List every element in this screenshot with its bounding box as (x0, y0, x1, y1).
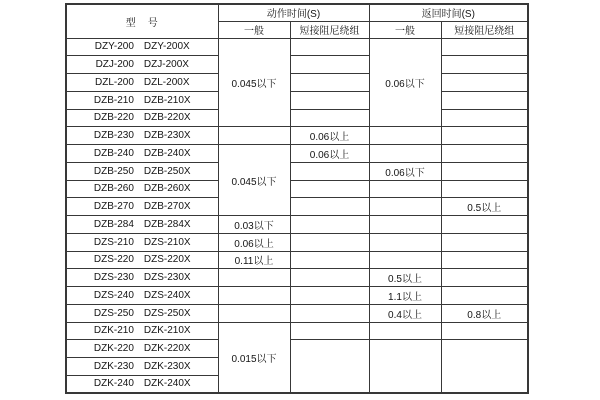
relay-spec-table (65, 3, 529, 394)
return-damping-cell (441, 287, 528, 305)
header-return-time: 返回时间(S) (369, 4, 528, 21)
return-general-cell: 0.06以下 (369, 38, 441, 127)
action-damping-cell (290, 287, 369, 305)
header-action-time: 动作时间(S) (218, 4, 369, 21)
model-name-x: DZS-220X (143, 254, 191, 266)
model-cell (66, 251, 218, 269)
header-row-1 (66, 4, 528, 21)
header-action-damping: 短接阻尼绕组 (290, 21, 369, 38)
return-damping-cell: 0.8以上 (441, 304, 528, 322)
model-name: DZB-230 (93, 130, 134, 142)
table-row (66, 198, 528, 216)
table-row (66, 251, 528, 269)
return-damping-cell (441, 145, 528, 163)
action-damping-cell (290, 56, 369, 74)
action-damping-cell (290, 251, 369, 269)
model-name-x: DZL-200X (143, 76, 190, 88)
return-general-cell: 0.06以下 (369, 162, 441, 180)
model-name: DZK-230 (93, 360, 134, 372)
table-row (66, 287, 528, 305)
return-damping-cell (441, 38, 528, 56)
return-general-cell (369, 322, 441, 340)
action-damping-cell (290, 269, 369, 287)
action-general-cell: 0.045以下 (218, 38, 290, 127)
model-name: DZS-210 (93, 236, 134, 248)
return-general-cell: 1.1以上 (369, 287, 441, 305)
model-name: DZK-240 (93, 378, 134, 390)
model-cell (66, 56, 218, 74)
model-name: DZS-230 (93, 272, 134, 284)
model-name-x: DZB-270X (143, 201, 191, 213)
model-name-x: DZY-200X (143, 41, 190, 53)
model-name-x: DZS-230X (143, 272, 191, 284)
model-name: DZB-240 (93, 147, 134, 159)
action-damping-cell (290, 304, 369, 322)
model-name: DZK-210 (93, 325, 134, 337)
model-cell (66, 322, 218, 340)
action-general-cell: 0.015以下 (218, 322, 290, 393)
action-damping-cell (290, 162, 369, 180)
table-row (66, 269, 528, 287)
header-action-general: 一般 (218, 21, 290, 38)
return-general-cell: 0.5以上 (369, 269, 441, 287)
action-general-cell (218, 304, 290, 322)
return-general-cell (369, 233, 441, 251)
action-damping-cell (290, 74, 369, 92)
table-row (66, 38, 528, 56)
return-general-cell (369, 198, 441, 216)
model-name: DZB-270 (93, 201, 134, 213)
action-damping-cell: 0.06以上 (290, 127, 369, 145)
model-name-x: DZB-260X (143, 183, 191, 195)
table-row (66, 127, 528, 145)
model-cell (66, 269, 218, 287)
return-general-cell: 0.4以上 (369, 304, 441, 322)
model-name-x: DZK-230X (143, 360, 191, 372)
model-cell (66, 233, 218, 251)
model-name-x: DZJ-200X (143, 59, 189, 71)
action-damping-cell (290, 233, 369, 251)
table-row (66, 340, 528, 358)
model-name-x: DZB-230X (143, 130, 191, 142)
action-general-cell: 0.11以上 (218, 251, 290, 269)
model-cell (66, 180, 218, 198)
return-general-cell (369, 251, 441, 269)
model-name-x: DZB-284X (143, 218, 191, 230)
model-name: DZS-250 (93, 307, 134, 319)
return-damping-cell: 0.5以上 (441, 198, 528, 216)
model-name-x: DZB-220X (143, 112, 191, 124)
model-cell (66, 91, 218, 109)
return-damping-cell (441, 233, 528, 251)
return-general-cell (369, 216, 441, 234)
model-cell (66, 198, 218, 216)
model-name-x: DZK-210X (143, 325, 191, 337)
model-cell (66, 162, 218, 180)
model-cell (66, 74, 218, 92)
action-general-cell (218, 269, 290, 287)
return-damping-cell (441, 269, 528, 287)
return-damping-cell (441, 162, 528, 180)
model-name: DZY-200 (94, 41, 134, 53)
table-row (66, 216, 528, 234)
header-return-general: 一般 (369, 21, 441, 38)
model-name: DZB-210 (93, 94, 134, 106)
model-cell (66, 127, 218, 145)
action-damping-cell (290, 340, 369, 393)
return-damping-cell (441, 91, 528, 109)
return-damping-cell (441, 180, 528, 198)
action-general-cell: 0.03以下 (218, 216, 290, 234)
table-row (66, 233, 528, 251)
table-row (66, 180, 528, 198)
model-cell (66, 145, 218, 163)
table-row (66, 109, 528, 127)
model-name-x: DZK-240X (143, 378, 191, 390)
model-cell (66, 340, 218, 358)
model-name: DZS-220 (93, 254, 134, 266)
return-general-cell (369, 340, 441, 393)
return-damping-cell (441, 251, 528, 269)
model-name: DZB-284 (93, 218, 134, 230)
model-name-x: DZS-250X (143, 307, 191, 319)
action-damping-cell (290, 216, 369, 234)
return-damping-cell (441, 340, 528, 393)
model-name-x: DZB-240X (143, 147, 191, 159)
return-general-cell (369, 180, 441, 198)
table-row (66, 56, 528, 74)
return-damping-cell (441, 216, 528, 234)
model-name-x: DZS-240X (143, 289, 191, 301)
model-cell (66, 216, 218, 234)
model-cell (66, 109, 218, 127)
model-cell (66, 287, 218, 305)
return-damping-cell (441, 74, 528, 92)
action-general-cell (218, 287, 290, 305)
model-name: DZS-240 (93, 289, 134, 301)
return-damping-cell (441, 109, 528, 127)
model-name-x: DZK-220X (143, 343, 191, 355)
return-damping-cell (441, 127, 528, 145)
model-name-x: DZS-210X (143, 236, 191, 248)
action-general-cell (218, 127, 290, 145)
model-name: DZB-220 (93, 112, 134, 124)
action-damping-cell (290, 198, 369, 216)
header-model: 型 号 (66, 4, 218, 38)
table-row (66, 304, 528, 322)
action-damping-cell (290, 109, 369, 127)
table-row (66, 91, 528, 109)
table-row (66, 74, 528, 92)
return-general-cell (369, 127, 441, 145)
table-row (66, 145, 528, 163)
model-name: DZK-220 (93, 343, 134, 355)
action-general-cell: 0.06以上 (218, 233, 290, 251)
model-name-x: DZB-250X (143, 165, 191, 177)
model-cell (66, 304, 218, 322)
model-name: DZJ-200 (95, 59, 134, 71)
return-damping-cell (441, 56, 528, 74)
model-name: DZB-260 (93, 183, 134, 195)
action-damping-cell (290, 322, 369, 340)
action-damping-cell (290, 38, 369, 56)
action-damping-cell (290, 180, 369, 198)
action-general-cell: 0.045以下 (218, 145, 290, 216)
model-name: DZB-250 (93, 165, 134, 177)
model-name-x: DZB-210X (143, 94, 191, 106)
return-general-cell (369, 145, 441, 163)
return-damping-cell (441, 322, 528, 340)
model-cell (66, 38, 218, 56)
action-damping-cell: 0.06以上 (290, 145, 369, 163)
table-row (66, 322, 528, 340)
model-cell (66, 375, 218, 393)
action-damping-cell (290, 91, 369, 109)
header-return-damping: 短接阻尼绕组 (441, 21, 528, 38)
model-name: DZL-200 (95, 76, 134, 88)
table-row (66, 162, 528, 180)
model-cell (66, 358, 218, 376)
